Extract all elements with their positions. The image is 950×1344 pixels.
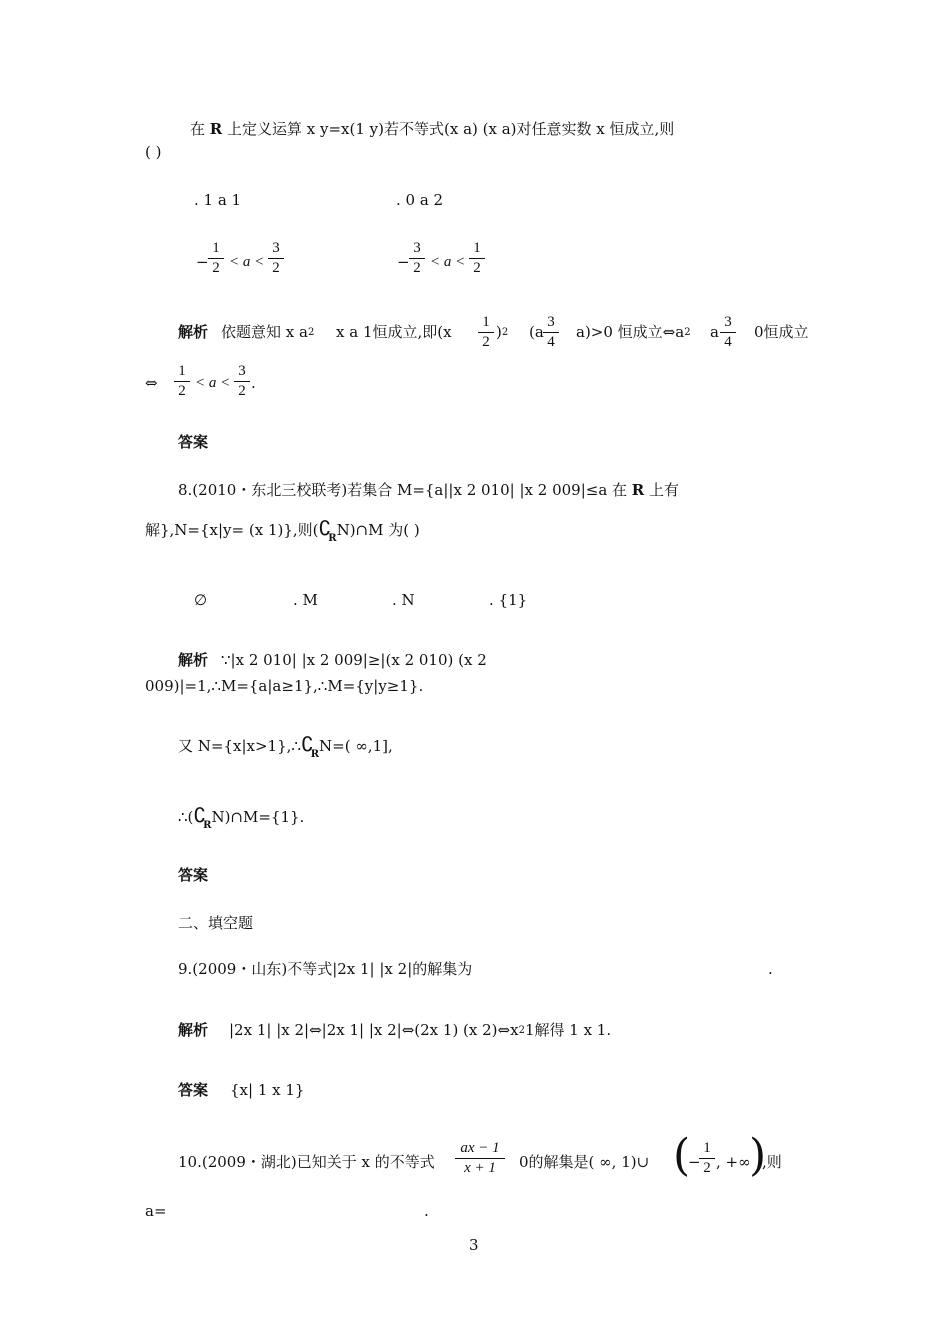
q7-solution-part-d: (a [529,323,544,341]
q7-solution-iff: ⇔ [145,374,158,392]
q8-stem-line2: 解},N={x|y= (x 1)},则$(∁_RN)\cap M$ 为( ) [145,516,420,544]
q7-option-c-frac2: 3 2 [268,240,284,277]
q7-R-symbol: R [209,120,223,138]
q7-solution-frac2: 3 4 [543,314,559,351]
q10-blank-dot: . [424,1202,429,1220]
q7-stem-prefix: 在 [190,120,210,138]
q7-option-b: . 0 a 2 [396,191,444,209]
q7-option-d-frac1: 3 2 [409,240,425,277]
q8-stem-line1: 8.(2010・东北三校联考)若集合 M={a||x 2 010| |x 2 009|≤a 在 R 上有 [178,481,680,499]
q7-answer-blank: ( ) [145,143,162,161]
q10-a-equals: a= [145,1202,167,1220]
q10-interval-frac: 1 2 [699,1140,715,1177]
q9-answer: {x| 1 x 1} [230,1081,305,1099]
q9-stem: 9.(2009・山东)不等式|2x 1| |x 2|的解集为 [178,960,473,978]
q10-stem-end: ,则 [762,1153,782,1171]
q10-stem-mid: 0的解集是( ∞, 1)∪ [519,1153,650,1171]
q8-solution-line2: 009)|=1,∴M={a|a≥1},∴M={y|y≥1}. [145,677,424,695]
q7-solution-part-f: a [710,323,719,341]
q7-solution2-mid: < a < [195,375,231,391]
q8-option-c: . N [392,591,415,609]
page-number: 3 [469,1236,479,1254]
q8-solution-line4: $\therefore(∁_RN)\cap M=\{1\}$. [178,803,305,831]
q10-fraction: ax − 1 x + 1 [455,1140,505,1177]
q9-solution: |2x 1| |x 2|⇔|2x 1| |x 2|⇔(2x 1) (x 2)⇔x21解得 1 x 1. [229,1021,612,1039]
q7-solution-part-e: a)>0 恒成立⇔a2 [576,323,691,341]
q10-stem-prefix: 10.(2009・湖北)已知关于 x 的不等式 [178,1153,435,1171]
section-heading: 二、填空题 [178,914,254,932]
q7-solution2-frac2: 3 2 [234,363,250,400]
q8-option-d: . {1} [489,591,528,609]
q10-right-paren: ) [749,1130,767,1181]
q7-solution-frac3: 3 4 [720,314,736,351]
q8-answer-label: 答案 [178,866,209,884]
q7-stem-rest: 上定义运算 x y=x(1 y)若不等式(x a) (x a)对任意实数 x 恒成立,则 [222,120,675,138]
q7-option-c-frac1: 1 2 [208,240,224,277]
q9-answer-label: 答案 [178,1081,209,1099]
q9-solution-label: 解析 [178,1021,209,1039]
q7-solution-part-a: 依题意知 x a2 [221,323,315,341]
q8-solution-label: 解析 [178,651,209,669]
q7-solution-part-b: x a 1恒成立,即(x [336,323,452,341]
q7-solution-label: 解析 [178,323,209,341]
q7-option-c-neg: − [196,253,209,271]
q7-option-a: . 1 a 1 [194,191,242,209]
q10-interval-rest: , +∞ [716,1153,751,1171]
q7-solution2-end: . [251,374,256,392]
q10-left-paren: ( [673,1130,691,1181]
q8-solution-line3: 又 $N=\{x|x>1\},\therefore∁_RN=$( ∞,1], [178,732,393,760]
q7-stem [190,119,674,139]
q7-option-d-neg: − [397,253,410,271]
q10-interval-neg: − [688,1153,701,1171]
q8-option-b: . M [293,591,318,609]
q8-solution-line1: ∵|x 2 010| |x 2 009|≥|(x 2 010) (x 2 [221,651,487,669]
q7-solution2-frac1: 1 2 [174,363,190,400]
q7-option-d-frac2: 1 2 [469,240,485,277]
q7-answer-label: 答案 [178,433,209,451]
q7-solution-part-g: 0恒成立 [754,323,809,341]
q7-option-d-mid: < a < [430,254,466,270]
complement-symbol: ∁ [318,516,332,540]
q9-blank-dot: . [768,960,773,978]
q8-option-a: ∅ [194,591,208,609]
q7-solution-part-c: )2 [496,323,509,341]
q7-option-c-mid: < a < [229,254,265,270]
q7-solution-frac1: 1 2 [478,314,494,351]
q8-R-symbol: R [631,481,645,499]
